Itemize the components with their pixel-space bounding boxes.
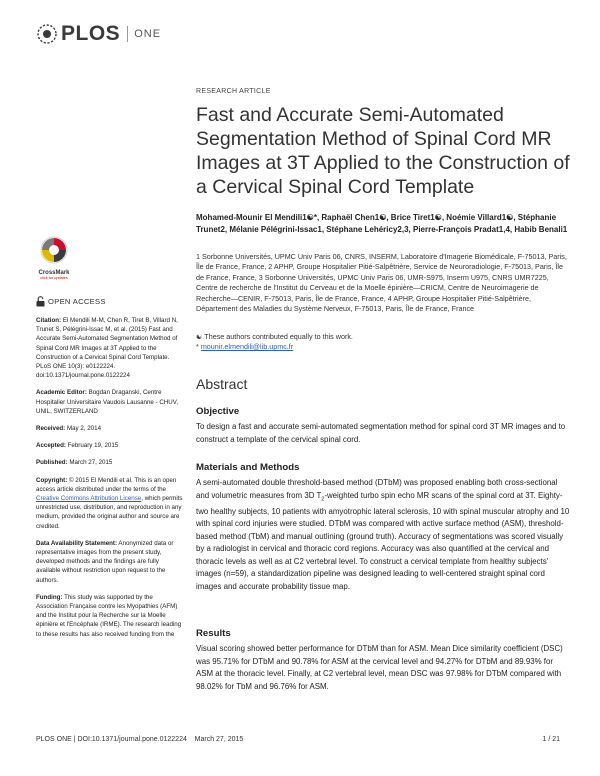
copyright-text-2: , which permits unrestricted use, distribution, and reproduction in any medium, provided the original author and source are credited.	[36, 495, 183, 530]
methods-subscript: 2	[321, 496, 325, 503]
funding-block	[36, 593, 184, 639]
accepted-date: February 19, 2015	[65, 442, 119, 450]
editor-label: Academic Editor:	[36, 389, 87, 397]
article-type: RESEARCH ARTICLE	[196, 88, 271, 95]
received-date: May 2, 2014	[65, 425, 102, 433]
corresponding-marker: *	[196, 342, 199, 352]
plos-logo-icon	[36, 23, 58, 45]
logo-divider	[127, 26, 128, 42]
open-lock-icon	[36, 296, 45, 307]
equal-contribution-note: ☯ These authors contributed equally to this work.	[196, 332, 353, 341]
data-availability-label: Data Availability Statement:	[36, 539, 118, 547]
methods-text	[196, 477, 570, 593]
copyright-text-1: © 2015 El Mendili et al. This is an open access article distributed under the terms of the	[36, 476, 177, 493]
objective-text: To design a fast and accurate semi-automated segmentation method for spinal cord 3T MR images and to construct a template of the cervical spinal cord.	[196, 422, 566, 444]
corresponding-note	[196, 342, 568, 352]
journal-logo[interactable]	[36, 22, 161, 46]
crossmark-label: CrossMark	[38, 270, 70, 276]
license-link[interactable]: Creative Commons Attribution License	[36, 495, 142, 503]
received-block	[36, 424, 184, 433]
crossmark-icon	[40, 236, 68, 264]
data-availability-block	[36, 539, 184, 585]
copyright-block	[36, 476, 184, 531]
open-access-label: OPEN ACCESS	[48, 296, 106, 306]
methods-text-1: A semi-automated double threshold-based method (DTbM) was proposed enabling both cross-sectional and volumetric measures from 3D T	[196, 478, 558, 500]
methods-heading: Materials and Methods	[196, 462, 300, 473]
copyright-label: Copyright:	[36, 476, 68, 484]
logo-text: PLOS	[61, 22, 121, 45]
open-access-badge	[36, 296, 184, 307]
funding-label: Funding:	[36, 593, 63, 601]
accepted-label: Accepted:	[36, 442, 66, 450]
crossmark-sublabel: click for updates	[40, 276, 68, 280]
author-list: Mohamed-Mounir El Mendili1☯*, Raphaël Chen1☯, Brice Tiret1☯, Noémie Villard1☯, Stéphanie Trunet2, Mélanie Pélégrini-Issac1, Stéphane Lehéricy2,3, Pierre-François Pradat1,4, Habib Benali1	[196, 213, 568, 234]
results-text: Visual scoring showed better performance for DTbM than for ASM. Mean Dice similarity coefficient (DSC) was 95.71% for DTbM and 90.78% for ASM at the cervical level and 94.27% for DTbM and 89.93% for ASM at the thoracic level. Finally, at C2 vertebral level, mean DSC was 97.98% for DTbM compared with 98.02% for TbM and 96.76% for ASM.	[196, 644, 563, 691]
article-sidebar	[36, 296, 184, 647]
published-block	[36, 458, 184, 467]
published-date: March 27, 2015	[67, 459, 113, 467]
corresponding-email-link[interactable]: mounir.elmendili@lib.upmc.fr	[200, 342, 294, 352]
abstract-heading: Abstract	[196, 376, 248, 392]
affiliations: 1 Sorbonne Universités, UPMC Univ Paris 06, CNRS, INSERM, Laboratoire d'Imagerie Biomédicale, F-75013, Paris, Île de France, France, 2 APHP, Groupe Hospitalier Pitié-Salpêtrière, Service de Neuroradiologie, F-75013, Paris, Île de France, France, 3 Sorbonne Universités, UPMC Univ Paris 06, UMR-S975, Inserm U975, CNRS UMR7225, Centre de recherche de l'Institut du Cerveau et de la Moelle épinière—CRICM, Centre de Neuroimagerie de Recherche—CENIR, F-75013, Paris, Île de France, France, 4 APHP, Groupe Hospitalier Pitié-Salpêtrière, Département des Maladies du Système Nerveux, F-75013, Paris, Île de France, France	[196, 252, 567, 314]
logo-subtext: ONE	[134, 28, 162, 40]
results-heading: Results	[196, 628, 231, 639]
citation-text: El Mendili M-M, Chen R, Tiret B, Villard N, Trunet S, Pélégrini-Issac M, et al. (2015) Fast and Accurate Semi-Automated Segmentation Method of Spinal Cord MR Images at 3T Applied to the Construction of a Cervical Spinal Cord Template. PLoS ONE 10(3): e0122224. doi:10.1371/journal.pone.0122224	[36, 317, 178, 380]
objective-heading: Objective	[196, 406, 240, 417]
author-notes	[196, 332, 568, 353]
accepted-block	[36, 441, 184, 450]
citation-block	[36, 316, 184, 380]
published-label: Published:	[36, 459, 68, 467]
crossmark-badge[interactable]	[36, 236, 72, 280]
citation-label: Citation:	[36, 317, 62, 324]
funding-text: This study was supported by the Association Française contre les Myopathies (AFM) and the Institut pour la Recherche sur la Moelle épinière et l'Encéphale (IRME). The research leading to these results has also received funding from the	[36, 593, 182, 638]
received-label: Received:	[36, 425, 66, 433]
article-title: Fast and Accurate Semi-Automated Segmentation Method of Spinal Cord MR Images at 3T Applied to the Construction of a Cervical Spinal Cord Template	[196, 104, 570, 198]
methods-text-2: -weighted turbo spin echo MR scans of the spinal cord at 3T. Eighty-two healthy subjects, 10 patients with amyotrophic lateral sclerosis, 10 with spinal muscular atrophy and 10 with spinal cord injuries were studied. DTbM was compared with active surface method (ASM), threshold-based method (TbM) and manual outlining (ground truth). Accuracy of segmentations was scored visually by a radiologist in cervical and thoracic cord regions. Accuracy was also quantified at the cervical and thoracic levels as well as at C2 vertebral level. To construct a cervical template from healthy subjects' images (n=59), a standardization pipeline was designed leading to well-centered straight spinal cord images and accurate probability tissue map.	[196, 490, 570, 591]
page-number: 1 / 21	[542, 736, 560, 743]
editor-block	[36, 388, 184, 416]
footer-citation: PLOS ONE | DOI:10.1371/journal.pone.0122224 March 27, 2015	[36, 736, 244, 743]
data-availability-text: Anonymized data or representative images from the present study, developed methods and the findings are fully available without restriction upon request to the authors.	[36, 539, 174, 584]
editor-text: Bogdan Draganski, Centre Hospitalier Universitaire Vaudois Lausanne - CHUV, UNIL, SWITZERLAND	[36, 389, 179, 415]
